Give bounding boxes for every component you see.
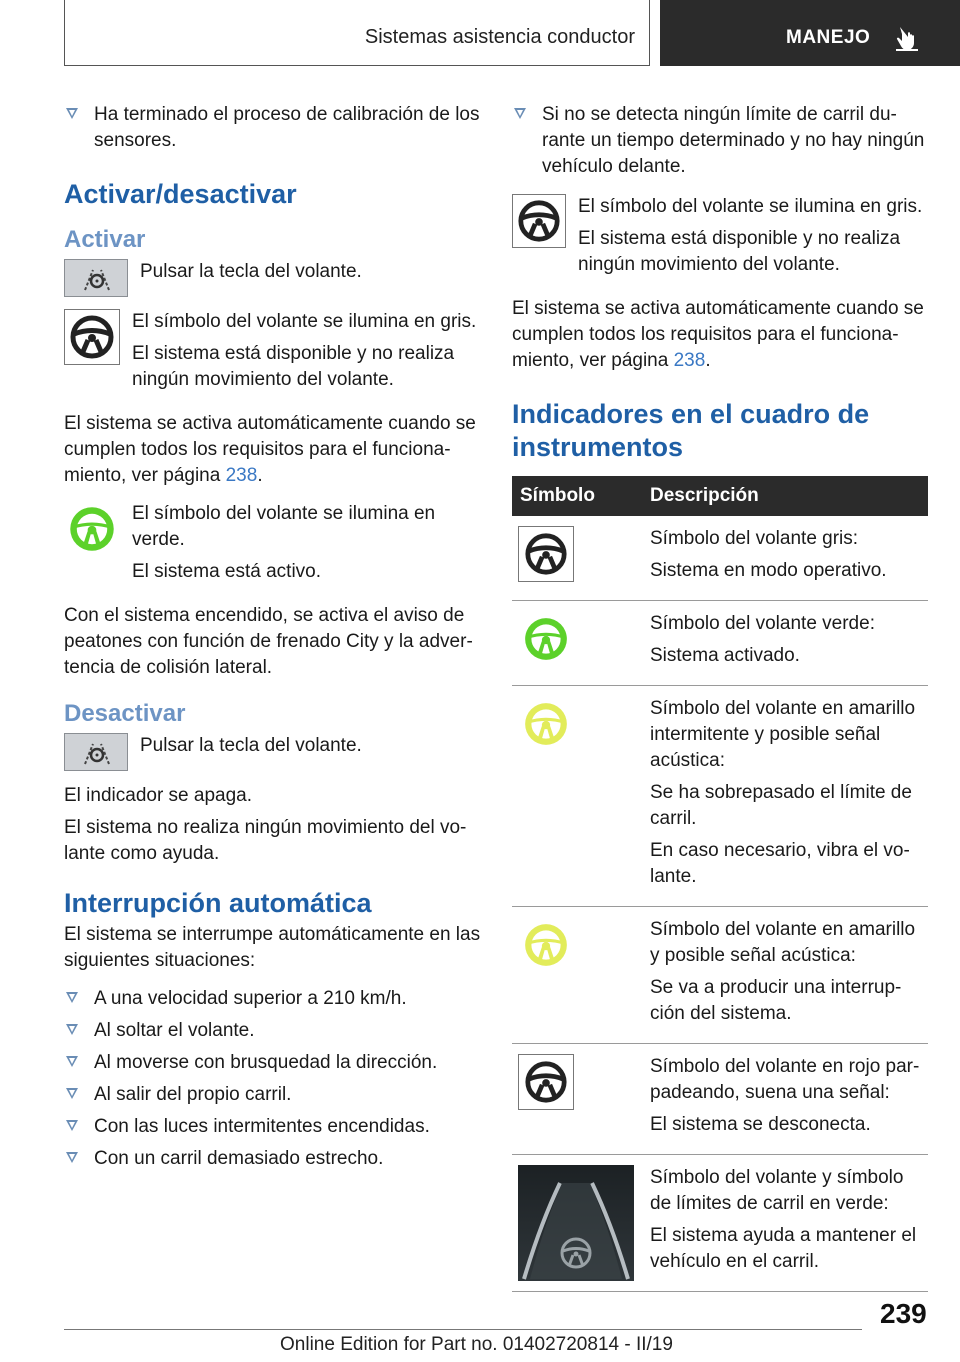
bullet-item: Al moverse con brusquedad la dirección. (64, 1050, 482, 1076)
auto-activation-text: El sistema se activa automáticamente cuando se cumplen todos los requisitos para el funcionamiento, ver página 238. (64, 413, 476, 486)
triangle-bullet-icon (66, 1024, 78, 1035)
bullet-item: Si no se detecta ningún límite de carril durante un tiempo determinado y no hay ningún vehículo delante. (512, 102, 928, 180)
steering-wheel-yellow-icon (518, 917, 574, 973)
activar-press-row (64, 259, 482, 297)
off-text-1: El indicador se apaga. (64, 785, 253, 806)
steering-wheel-green-icon (518, 611, 574, 667)
steering-wheel-gray-icon (518, 526, 574, 582)
triangle-bullet-icon (66, 1120, 78, 1131)
interrupcion-intro: El sistema se interrumpe automáticamente en las siguientes situaciones: (64, 924, 481, 971)
table-header-row (512, 476, 928, 516)
heading-interrupcion: Interrupción automática (64, 888, 372, 918)
heading-activar: Activar (64, 226, 146, 253)
bullet-item: Con un carril demasiado estrecho. (64, 1146, 482, 1172)
page-number: 239 (880, 1298, 927, 1329)
gray-wheel-row (64, 309, 482, 399)
green-wheel-row (64, 501, 482, 591)
col-desc-header: Descripción (642, 476, 928, 516)
city-text: Con el sistema encendido, se activa el aviso de peatones con función de frenado City y la advertencia de colisión lateral. (64, 605, 473, 678)
steering-wheel-yellow-blinking-icon (518, 696, 574, 752)
bullet-item: Al soltar el volante. (64, 1018, 482, 1044)
heading-indicadores: Indicadores en el cuadro de instrumentos (512, 399, 870, 462)
section-box (64, 0, 650, 66)
table-row: Símbolo del volante en amarillo intermitente y posible señal acústica: Se ha sobrepasado el límite de carril. En caso necesario, vibra el volante. (512, 686, 928, 907)
desactivar-press-row (64, 733, 482, 771)
steering-wheel-red-blinking-icon (518, 1054, 574, 1110)
triangle-bullet-icon (514, 108, 526, 119)
heading-activar-desactivar: Activar/desactivar (64, 179, 297, 209)
table-row: Símbolo del volante en rojo parpadeando, suena una señal: El sistema se desconecta. (512, 1044, 928, 1155)
page-link[interactable]: 238 (225, 465, 258, 486)
table-row: Símbolo del volante verde: Sistema activado. (512, 601, 928, 686)
triangle-bullet-icon (66, 1152, 78, 1163)
off-text-2: El sistema no realiza ningún movimiento del volante como ayuda. (64, 817, 467, 864)
desactivar-press-text: Pulsar la tecla del volante. (140, 735, 362, 756)
steering-wheel-green-icon (64, 501, 120, 557)
hand-pointer-icon (896, 24, 920, 52)
section-title: Sistemas asistencia conductor (364, 26, 635, 48)
gray-line-1: El símbolo del volante se ilumina en gris. (578, 196, 923, 217)
triangle-bullet-icon (66, 1056, 78, 1067)
footer-edition: Online Edition for Part no. 01402720814 - II/19 (280, 1334, 673, 1355)
table-row: Símbolo del volante gris: Sistema en modo operativo. (512, 516, 928, 601)
gray-line-1: El símbolo del volante se ilumina en gris. (132, 311, 477, 332)
chapter-tab (660, 0, 960, 66)
footer-divider (64, 1329, 862, 1330)
page-link[interactable]: 238 (673, 350, 706, 371)
steering-wheel-gray-icon (512, 194, 566, 248)
lane-assist-button-icon (64, 733, 128, 771)
triangle-bullet-icon (66, 108, 78, 119)
bullet-item: Ha terminado el proceso de calibración de los sensores. (64, 102, 482, 154)
page-header (0, 0, 960, 66)
gray-wheel-row (512, 194, 928, 284)
lane-assist-button-icon (64, 259, 128, 297)
green-line-2: El sistema está activo. (132, 561, 322, 582)
auto-activation-text: El sistema se activa automáticamente cuando se cumplen todos los requisitos para el funcionamiento, ver página 238. (512, 298, 924, 371)
bullet-item: Con las luces intermitentes encendidas. (64, 1114, 482, 1140)
bullet-item: Al salir del propio carril. (64, 1082, 482, 1108)
lane-boundaries-wheel-icon (518, 1165, 634, 1281)
interruption-list (64, 986, 482, 1172)
gray-line-2: El sistema está disponible y no realiza ningún movimiento del volante. (132, 343, 455, 390)
table-row: Símbolo del volante y símbolo de límites de carril en verde: El sistema ayuda a mantener el vehículo en el carril. (512, 1155, 928, 1292)
bullet-item: A una velocidad superior a 210 km/h. (64, 986, 482, 1012)
gray-line-2: El sistema está disponible y no realiza ningún movimiento del volante. (578, 228, 901, 275)
table-row: Símbolo del volante en amarillo y posible señal acústica: Se va a producir una interrupción del sistema. (512, 907, 928, 1044)
green-line-1: El símbolo del volante se ilumina en verde. (132, 503, 436, 550)
chapter-title: MANEJO (786, 27, 871, 48)
heading-desactivar: Desactivar (64, 700, 186, 727)
right-column (512, 102, 928, 1292)
col-symbol-header: Símbolo (512, 476, 642, 516)
triangle-bullet-icon (66, 992, 78, 1003)
left-column (64, 102, 482, 1178)
steering-wheel-gray-icon (64, 309, 120, 365)
triangle-bullet-icon (66, 1088, 78, 1099)
activar-press-text: Pulsar la tecla del volante. (140, 261, 362, 282)
indicators-table (512, 476, 928, 1292)
